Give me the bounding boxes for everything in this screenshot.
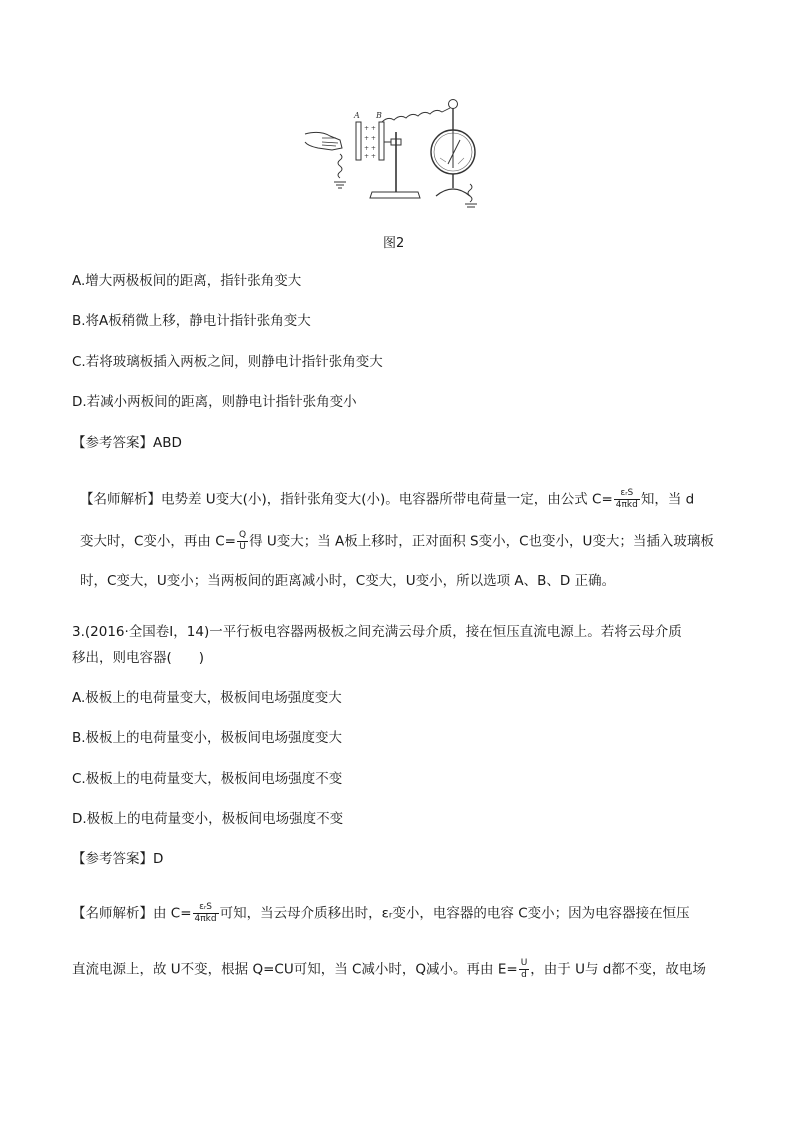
fraction: $\frac{U}{d}$ xyxy=(520,958,528,980)
fraction: $\frac{Q}{U}$ xyxy=(238,530,247,552)
svg-text:+ +: + + xyxy=(364,125,376,132)
q2-option-b: B.将A板稍微上移，静电计指针张角变大 xyxy=(72,313,311,329)
capacitor-electrometer-diagram xyxy=(300,92,500,210)
q3-option-a: A.极板上的电荷量变大，极板间电场强度变大 xyxy=(72,690,342,706)
figure-2 xyxy=(300,92,500,210)
svg-text:+ +: + + xyxy=(364,145,376,152)
q3-analysis-line-1: 【名师解析】由 C= $\frac{\text{εᵣS}}{\text{4πkd}}$ 可知，当云母介质移出时，εᵣ变小，电容器的电容 C变小；因为电容器接在恒压 xyxy=(72,902,690,924)
q2-analysis-line-3: 时，C变大，U变小；当两板间的距离减小时，C变大，U变小，所以选项 A、B、D 正确。 xyxy=(80,573,616,589)
fraction: $\frac{\text{εᵣS}}{\text{4πkd}}$ xyxy=(194,902,217,924)
q3-option-b: B.极板上的电荷量变小，极板间电场强度变大 xyxy=(72,730,343,746)
svg-text:+ +: + + xyxy=(364,135,376,142)
q3-answer: 【参考答案】D xyxy=(72,851,164,867)
q2-option-d: D.若减小两板间的距离，则静电计指针张角变小 xyxy=(72,394,357,410)
q3-option-d: D.极板上的电荷量变小，极板间电场强度不变 xyxy=(72,811,344,827)
q2-option-a: A.增大两极板间的距离，指针张角变大 xyxy=(72,273,302,289)
q2-analysis-line-2: 变大时，C变小，再由 C= $\frac{Q}{U}$ 得 U变大；当 A板上移时，正对面积 S变小，C也变小，U变大；当插入玻璃板 xyxy=(80,530,714,552)
figure-caption: 图2 xyxy=(383,236,405,251)
plate-b-label: B xyxy=(376,111,382,120)
q2-option-c: C.若将玻璃板插入两板之间，则静电计指针张角变大 xyxy=(72,354,383,370)
q2-analysis-line-1: 【名师解析】电势差 U变大(小)，指针张角变大(小)。电容器所带电荷量一定，由公式 C= $\frac{\text{εᵣS}}{\text{4πkd}}$ 知，当 d xyxy=(80,488,695,510)
q2-answer: 【参考答案】ABD xyxy=(72,435,182,451)
q3-stem-line-1: 3.(2016·全国卷Ⅰ，14)一平行板电容器两极板之间充满云母介质，接在恒压直流电源上。若将云母介质 xyxy=(72,624,682,640)
fraction: $\frac{\text{εᵣS}}{\text{4πkd}}$ xyxy=(615,488,638,510)
q3-stem-line-2: 移出，则电容器( ) xyxy=(72,650,205,666)
q3-option-c: C.极板上的电荷量变大，极板间电场强度不变 xyxy=(72,771,343,787)
q3-analysis-line-2: 直流电源上，故 U不变，根据 Q=CU可知，当 C减小时，Q减小。再由 E= $\frac{U}{d}$ ，由于 U与 d都不变，故电场 xyxy=(72,958,706,980)
plate-a-label: A xyxy=(354,111,360,120)
svg-text:+ +: + + xyxy=(364,153,376,160)
